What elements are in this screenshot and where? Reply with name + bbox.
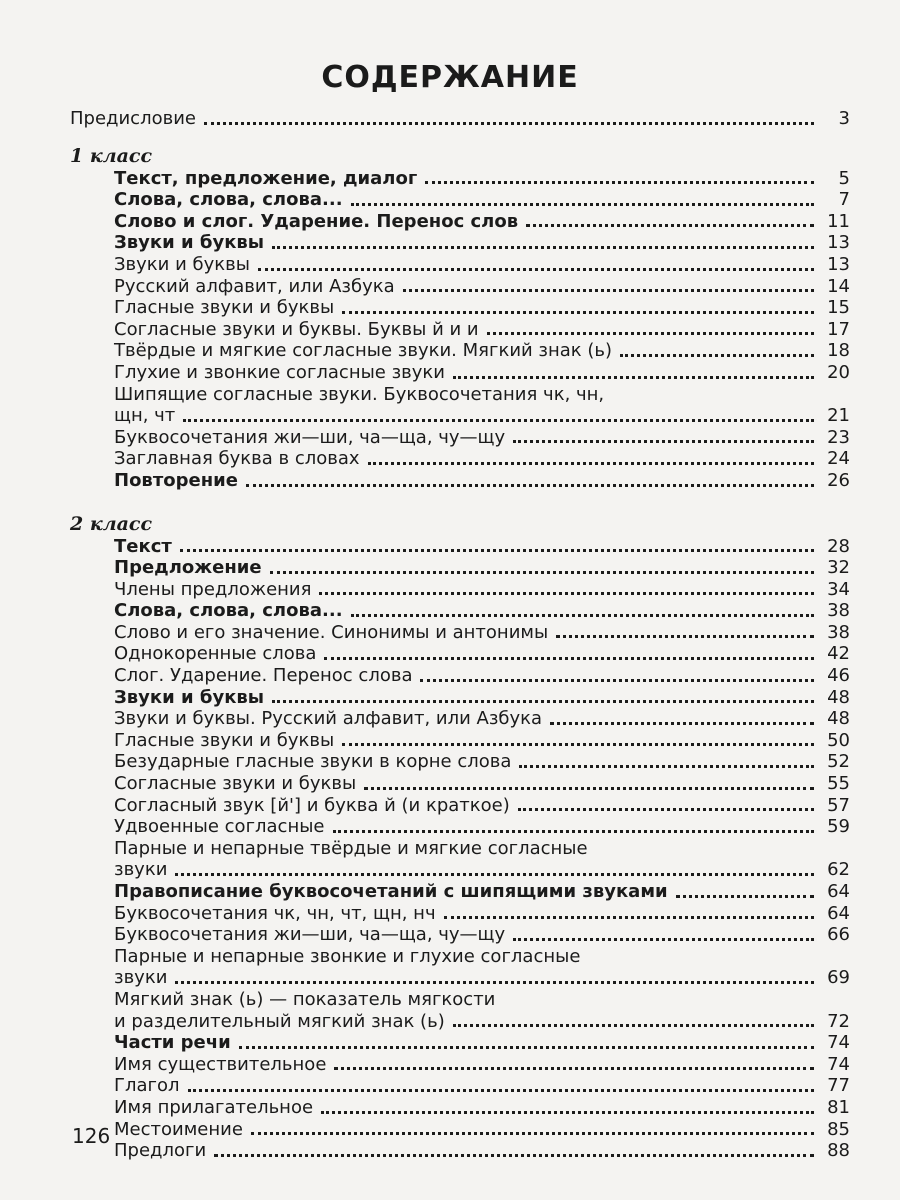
toc-entry[interactable] xyxy=(70,189,850,211)
toc-entry[interactable] xyxy=(70,362,850,384)
toc-entry[interactable] xyxy=(70,579,850,601)
toc-entry-title: Однокоренные слова xyxy=(114,643,317,665)
toc-entry-title: Местоимение xyxy=(114,1118,243,1140)
toc-entry-page: 64 xyxy=(827,902,850,924)
toc-entry-title: Слово и его значение. Синонимы и антонимы xyxy=(114,621,549,643)
toc-entry-title: звуки xyxy=(114,967,168,989)
toc-entry-title: Буквосочетания чк, чн, чт, щн, нч xyxy=(114,902,436,924)
toc-entry-title: Заглавная буква в словах xyxy=(114,448,360,470)
toc-entry-page: 48 xyxy=(827,686,850,708)
toc-entry-title: Предисловие xyxy=(70,108,196,129)
toc-entry-title: Звуки и буквы xyxy=(114,253,250,275)
dot-leader xyxy=(175,981,814,984)
toc-entry-page: 74 xyxy=(827,1053,850,1075)
toc-entry-page: 57 xyxy=(827,794,850,816)
dot-leader xyxy=(272,246,814,249)
toc-entry[interactable] xyxy=(70,1032,850,1054)
toc-entry[interactable] xyxy=(70,168,850,190)
toc-entry-title-line: Парные и непарные звонкие и глухие согласные xyxy=(114,945,581,967)
toc-entry-page: 66 xyxy=(827,924,850,946)
toc-entry[interactable] xyxy=(70,1140,850,1162)
toc-entry[interactable] xyxy=(70,859,850,881)
toc-entry-title: Текст, предложение, диалог xyxy=(114,167,418,189)
toc-entry-page: 64 xyxy=(827,881,850,902)
toc-entry[interactable] xyxy=(70,319,850,341)
toc-entry-title: звуки xyxy=(114,859,168,881)
section-heading: 2 класс xyxy=(70,512,153,535)
dot-leader xyxy=(519,765,814,768)
toc-entry-title: Правописание буквосочетаний с шипящими звуками xyxy=(114,881,668,902)
toc-entry[interactable] xyxy=(70,903,850,925)
toc-entry-title: Твёрдые и мягкие согласные звуки. Мягкий знак (ь) xyxy=(114,340,613,362)
dot-leader xyxy=(319,592,814,595)
toc-entry-multiline[interactable] xyxy=(70,946,850,989)
dot-leader xyxy=(351,614,814,617)
toc-entry-page: 14 xyxy=(827,275,850,297)
dot-leader xyxy=(550,722,814,725)
dot-leader xyxy=(342,311,814,314)
toc-entry-title: и разделительный мягкий знак (ь) xyxy=(114,1010,445,1032)
toc-entry-title: Звуки и буквы xyxy=(114,232,265,254)
dot-leader xyxy=(444,916,814,919)
dot-leader xyxy=(204,122,814,125)
toc-entry-title: Буквосочетания жи—ши, ча—ща, чу—щу xyxy=(114,426,506,448)
toc-entry-page: 50 xyxy=(827,729,850,751)
toc-entry-title: Части речи xyxy=(114,1032,231,1054)
toc-entry[interactable] xyxy=(70,773,850,795)
toc-entry-title: Гласные звуки и буквы xyxy=(114,297,335,319)
toc-entry-page: 18 xyxy=(827,340,850,362)
section-gap xyxy=(70,492,850,508)
toc-entry-page: 20 xyxy=(827,361,850,383)
toc-entry-title: Буквосочетания жи—ши, ча—ща, чу—щу xyxy=(114,924,506,946)
toc-entry-title: Слог. Ударение. Перенос слова xyxy=(114,665,413,687)
toc-entry[interactable] xyxy=(70,795,850,817)
toc-entry-page: 38 xyxy=(827,600,850,622)
toc-entry[interactable] xyxy=(70,254,850,276)
toc-entry-title: Члены предложения xyxy=(114,578,312,600)
dot-leader xyxy=(214,1154,814,1157)
toc-entry[interactable] xyxy=(70,708,850,730)
toc-entry-multiline[interactable] xyxy=(70,838,850,881)
toc-entry-page: 24 xyxy=(827,448,850,470)
toc-entry[interactable] xyxy=(70,470,850,492)
dot-leader xyxy=(333,830,814,833)
toc-entry-title: Предложение xyxy=(114,557,262,579)
dot-leader xyxy=(420,679,814,682)
dot-leader xyxy=(239,1046,814,1049)
dot-leader xyxy=(272,700,814,703)
toc-entry-page: 81 xyxy=(827,1096,850,1118)
dot-leader xyxy=(368,462,814,465)
section-heading: 1 класс xyxy=(70,144,153,167)
dot-leader xyxy=(270,571,814,574)
toc-entry-title: Звуки и буквы xyxy=(114,686,265,708)
dot-leader xyxy=(620,354,814,357)
dot-leader xyxy=(258,268,814,271)
dot-leader xyxy=(487,332,814,335)
toc-entry-page: 5 xyxy=(838,167,850,189)
toc-entry-title: Безударные гласные звуки в корне слова xyxy=(114,751,512,773)
toc-entry-title: Слова, слова, слова... xyxy=(114,189,343,211)
toc-entry[interactable] xyxy=(70,816,850,838)
toc-entry-page: 21 xyxy=(827,405,850,427)
dot-leader xyxy=(453,376,814,379)
dot-leader xyxy=(453,1024,814,1027)
toc-entry[interactable] xyxy=(70,276,850,298)
dot-leader xyxy=(425,181,814,184)
toc-entry-title: Повторение xyxy=(114,469,238,491)
toc-entry-preface[interactable] xyxy=(70,108,850,130)
toc-entry-page: 74 xyxy=(827,1032,850,1054)
toc-entry-page: 59 xyxy=(827,816,850,838)
toc-entry-page: 42 xyxy=(827,643,850,665)
dot-leader xyxy=(246,484,814,487)
toc-entry[interactable] xyxy=(70,687,850,709)
toc-entry-page: 26 xyxy=(827,469,850,491)
toc-entry-page: 28 xyxy=(827,535,850,557)
toc-entry-title: Глухие и звонкие согласные звуки xyxy=(114,361,446,383)
dot-leader xyxy=(403,289,814,292)
toc-entry-page: 32 xyxy=(827,557,850,579)
toc-entry[interactable] xyxy=(70,557,850,579)
toc-entry-title: Русский алфавит, или Азбука xyxy=(114,275,395,297)
toc-entry-page: 48 xyxy=(827,708,850,730)
dot-leader xyxy=(364,787,814,790)
toc-entry[interactable] xyxy=(70,967,850,989)
toc-entry[interactable] xyxy=(70,622,850,644)
toc-entry-title: Текст xyxy=(114,535,172,557)
toc-entry-title: Глагол xyxy=(114,1075,180,1097)
dot-leader xyxy=(334,1067,814,1070)
toc-entry-title: Имя существительное xyxy=(114,1053,327,1075)
page-title: СОДЕРЖАНИЕ xyxy=(321,60,579,95)
toc-entry-title: Имя прилагательное xyxy=(114,1096,314,1118)
dot-leader xyxy=(175,873,814,876)
page-number: 126 xyxy=(72,1124,111,1148)
toc-entry[interactable] xyxy=(70,297,850,319)
toc-entry[interactable] xyxy=(70,924,850,946)
toc-entry-title-line: Мягкий знак (ь) — показатель мягкости xyxy=(114,988,496,1010)
dot-leader xyxy=(180,549,814,552)
toc-entry-page: 88 xyxy=(827,1140,850,1162)
toc-entry-title: щн, чт xyxy=(114,405,176,427)
toc-entry[interactable] xyxy=(70,600,850,622)
dot-leader xyxy=(251,1132,814,1135)
dot-leader xyxy=(526,224,814,227)
toc-entry-page: 34 xyxy=(827,578,850,600)
toc-entry-title-line: Парные и непарные твёрдые и мягкие согласные xyxy=(114,837,588,859)
toc-entry[interactable] xyxy=(70,881,850,903)
toc-entry-page: 85 xyxy=(827,1118,850,1140)
dot-leader xyxy=(676,895,814,898)
toc-entry[interactable] xyxy=(70,730,850,752)
dot-leader xyxy=(321,1111,814,1114)
toc-entry-title: Звуки и буквы. Русский алфавит, или Азбука xyxy=(114,708,543,730)
toc-entry[interactable] xyxy=(70,1075,850,1097)
toc-entry[interactable] xyxy=(70,536,850,558)
toc-entry-title: Согласные звуки и буквы. Буквы й и и xyxy=(114,318,479,340)
toc-entry-title: Предлоги xyxy=(114,1140,207,1162)
dot-leader xyxy=(342,743,814,746)
toc-entry-page: 46 xyxy=(827,665,850,687)
toc-entry-page: 62 xyxy=(827,859,850,881)
toc-entry[interactable] xyxy=(70,448,850,470)
toc-entry-multiline[interactable] xyxy=(70,989,850,1032)
toc-entry[interactable] xyxy=(70,211,850,233)
toc-entry[interactable] xyxy=(70,1097,850,1119)
dot-leader xyxy=(188,1089,815,1092)
toc-entry-page: 17 xyxy=(827,318,850,340)
toc-entry[interactable] xyxy=(70,405,850,427)
toc-entry-multiline[interactable] xyxy=(70,384,850,427)
dot-leader xyxy=(518,808,814,811)
toc-entry[interactable] xyxy=(70,427,850,449)
dot-leader xyxy=(513,440,814,443)
toc-entry-page: 55 xyxy=(827,773,850,795)
toc-entry[interactable] xyxy=(70,665,850,687)
toc-entry-page: 23 xyxy=(827,426,850,448)
dot-leader xyxy=(351,203,814,206)
toc-entry-page: 13 xyxy=(827,253,850,275)
toc-entry-page: 3 xyxy=(838,108,850,129)
toc-entry-page: 77 xyxy=(827,1075,850,1097)
toc-entry[interactable] xyxy=(70,1011,850,1033)
toc-entry-page: 7 xyxy=(838,189,850,211)
toc-entry-title: Согласный звук [й'] и буква й (и краткое) xyxy=(114,794,510,816)
toc-entry[interactable] xyxy=(70,1054,850,1076)
toc-entry[interactable] xyxy=(70,751,850,773)
toc-entry-page: 15 xyxy=(827,297,850,319)
table-of-contents xyxy=(70,108,850,1162)
toc-entry-title: Слова, слова, слова... xyxy=(114,600,343,622)
toc-entry-page: 13 xyxy=(827,232,850,254)
toc-entry-title: Гласные звуки и буквы xyxy=(114,729,335,751)
toc-entry-title: Удвоенные согласные xyxy=(114,816,325,838)
dot-leader xyxy=(556,635,814,638)
toc-entry-page: 11 xyxy=(827,210,850,232)
dot-leader xyxy=(324,657,814,660)
toc-entry-title: Слово и слог. Ударение. Перенос слов xyxy=(114,210,519,232)
toc-entry[interactable] xyxy=(70,643,850,665)
toc-entry[interactable] xyxy=(70,340,850,362)
toc-entry-page: 69 xyxy=(827,967,850,989)
dot-leader xyxy=(183,419,814,422)
toc-entry-title-line: Шипящие согласные звуки. Буквосочетания чк, чн, xyxy=(114,383,605,405)
toc-entry[interactable] xyxy=(70,1119,850,1141)
toc-entry-page: 52 xyxy=(827,751,850,773)
dot-leader xyxy=(513,938,814,941)
toc-entry-title: Согласные звуки и буквы xyxy=(114,773,357,795)
toc-entry-page: 38 xyxy=(827,621,850,643)
toc-entry[interactable] xyxy=(70,232,850,254)
toc-entry-page: 72 xyxy=(827,1010,850,1032)
